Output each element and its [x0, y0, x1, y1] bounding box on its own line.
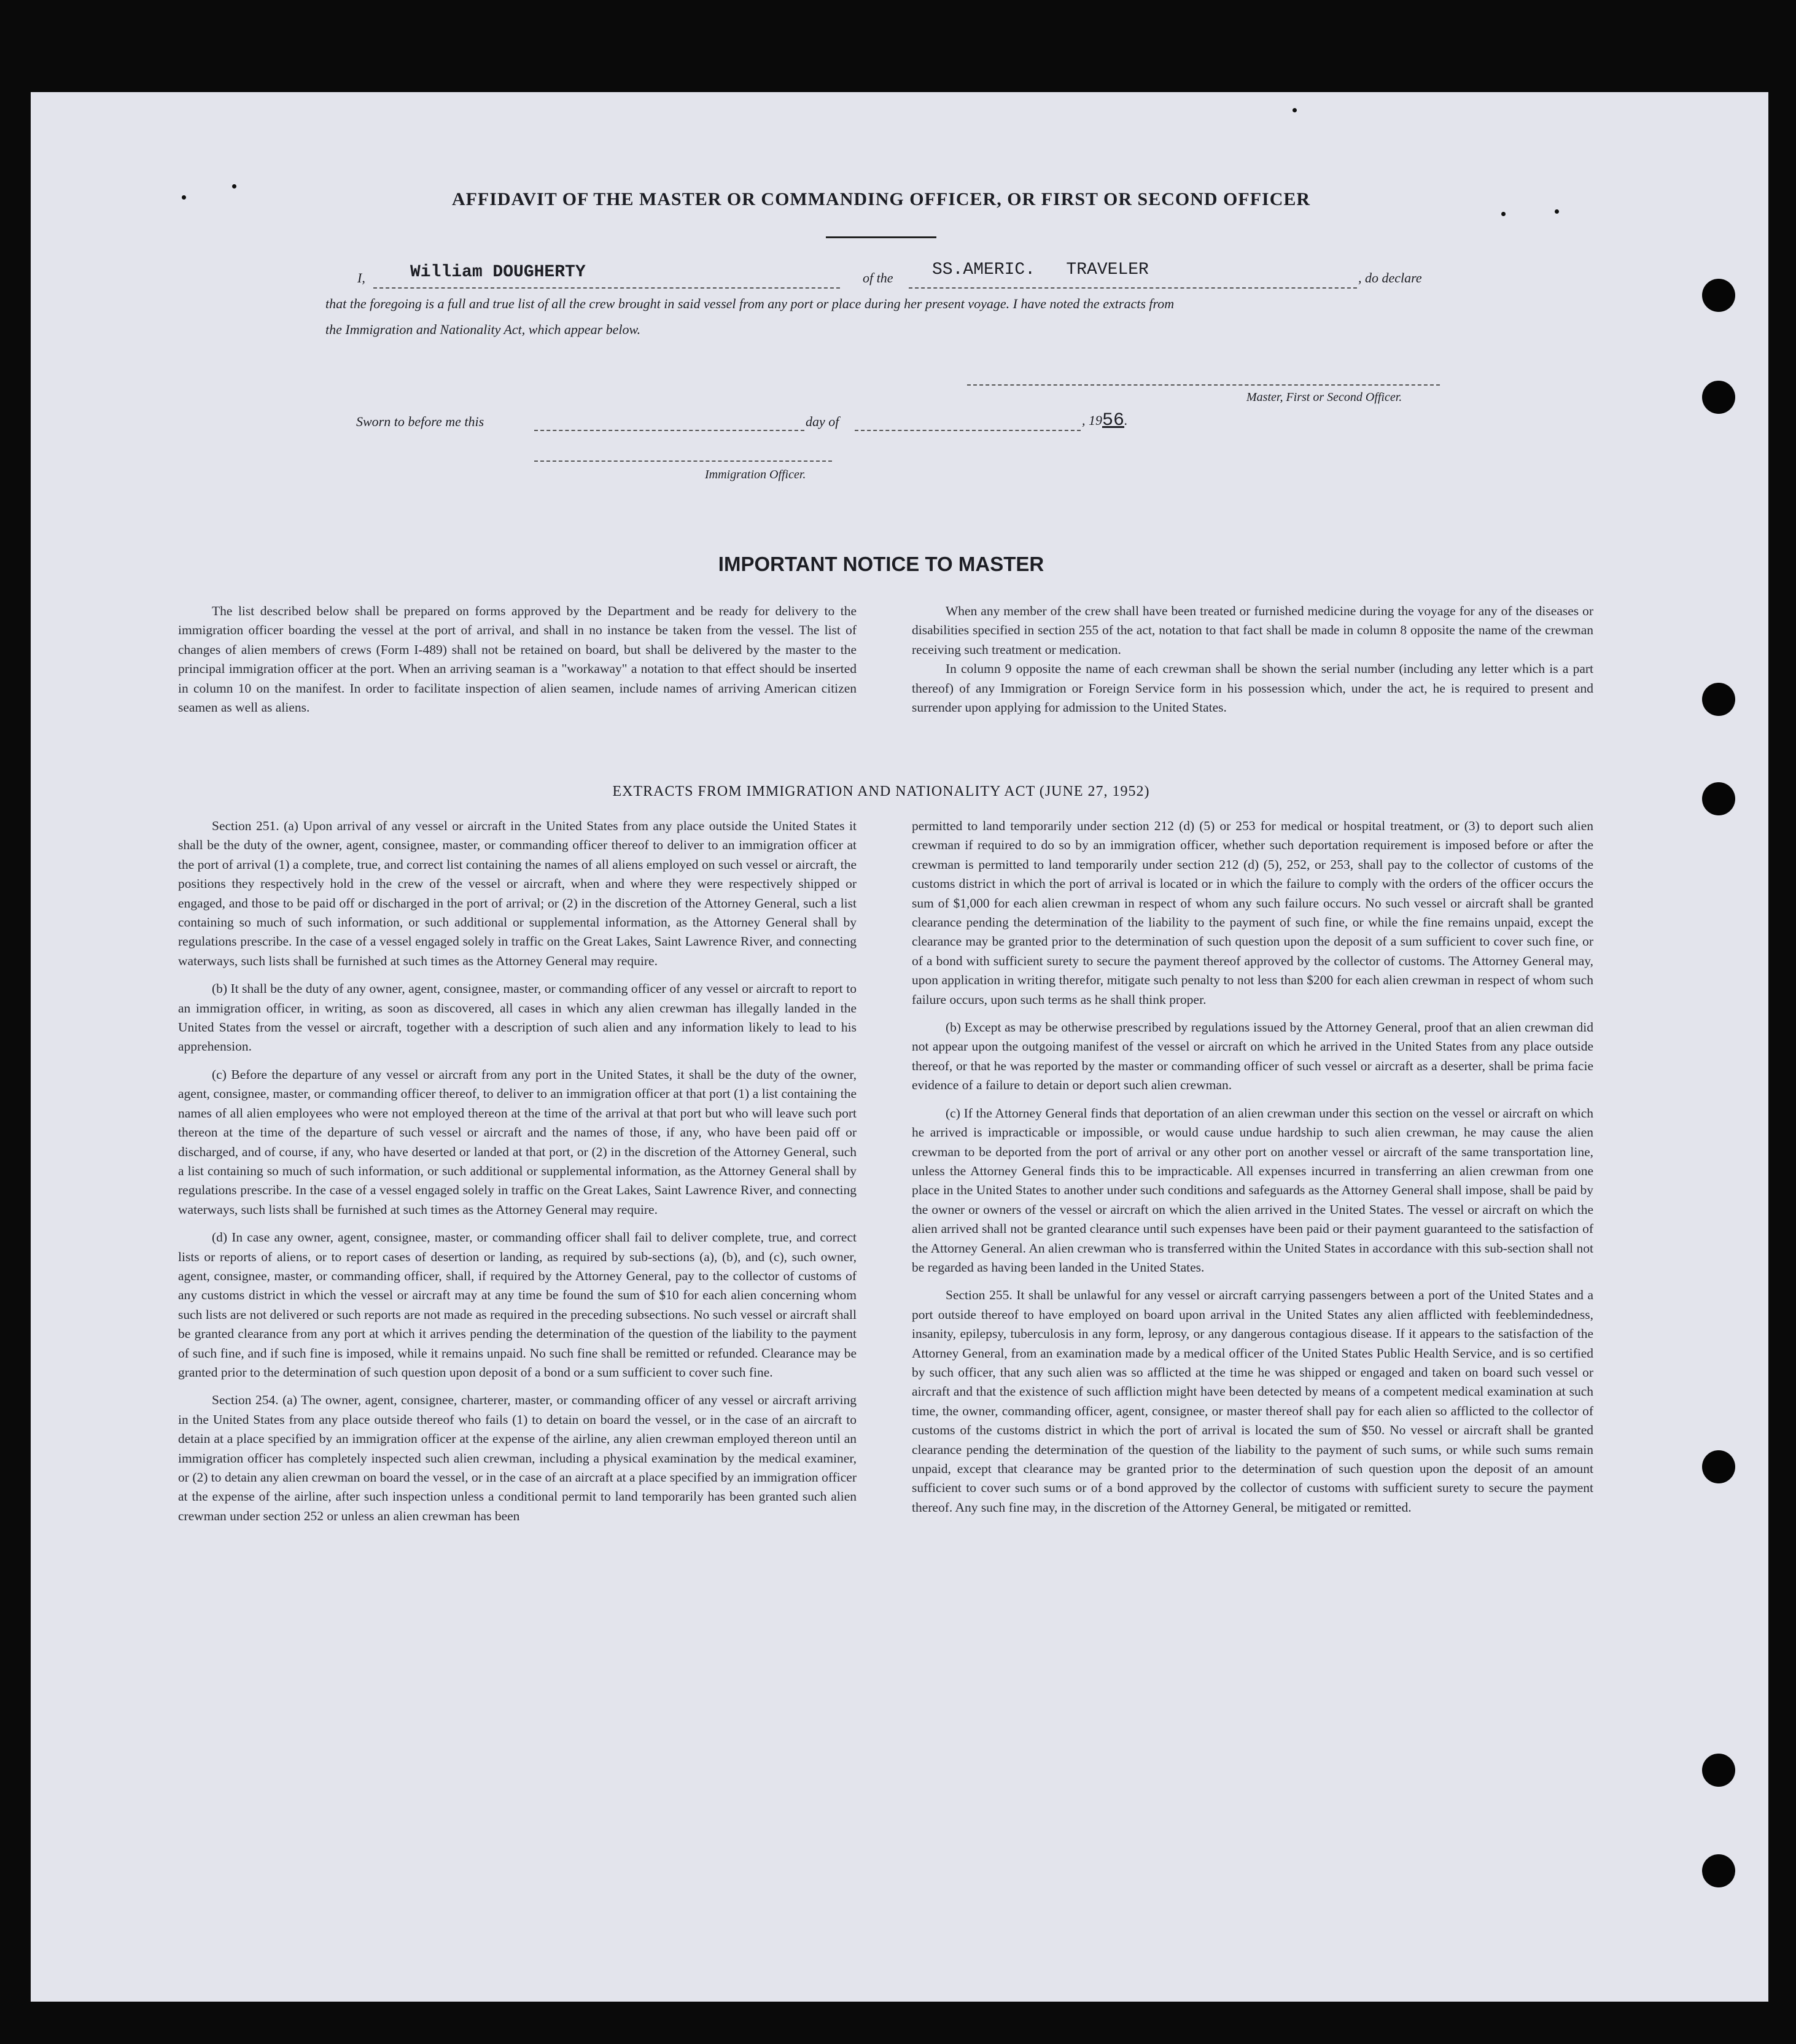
title-rule [826, 236, 936, 238]
section-251-b: (b) It shall be the duty of any owner, agent, consignee, master, or commanding officer of any vessel or aircraft to report to an immigration officer, in writing, as soon as discovered, all cases in which any alien crewman has illegally landed in the United States from the vessel or aircraft, together with a description of such alien and any information likely to lead to his apprehension. [178, 981, 857, 1054]
day-of-label: day of [806, 414, 839, 429]
speck [1555, 209, 1559, 214]
notice-right-column [912, 602, 1593, 717]
master-signature-label: Master, First or Second Officer. [1246, 391, 1402, 404]
notice-right-paragraph-1: When any member of the crew shall have been treated or furnished medicine during the voyage for any of the diseases or disabilities specified in section 255 of the act, notation to that fact shall be made in column 8 opposite the name of the crewman receiving such treatment or medication. [912, 604, 1593, 657]
punch-hole [1702, 683, 1735, 716]
name-field [373, 263, 840, 289]
speck [232, 184, 236, 188]
punch-hole [1702, 1450, 1735, 1483]
do-declare-label: , do declare [1358, 270, 1422, 286]
notice-left-column [178, 602, 857, 717]
punch-hole [1702, 381, 1735, 414]
extracts-left-column [178, 817, 857, 1526]
section-255: Section 255. It shall be unlawful for any vessel or aircraft carrying passengers between a port of the United States and a port outside thereof to have employed on board upon arrival in the United States any alien afflicted with feeblemindedness, insanity, epilepsy, tuberculosis in any form, leprosy, or any dangerous contagious disease. If it appears to the satisfaction of the Attorney General, from an examination made by a medical officer of the United States Public Health Service, and is so certified by such officer, that any such alien was so afflicted at the time he was shipped or engaged and taken on board such vessel or aircraft and that the existence of such affliction might have been detected by means of a competent medical examination at such time, the owner, commanding officer, agent, consignee, or master thereof shall pay for each alien so afflicted to the collector of customs of the customs district in which the port of arrival is located the sum of $50. No vessel or aircraft shall be granted clearance pending the determination of the question of the liability to the payment of such sums, or while such sums remain unpaid, except that clearance may be granted prior to the determination of such question upon the deposit of an amount sufficient to cover such sums or of a bond approved by the collector of customs with sufficient surety to secure the payment thereof. Any such fine may, in the discretion of the Attorney General, be mitigated or remitted. [912, 1288, 1593, 1515]
vessel-value: SS.AMERIC. TRAVELER [932, 260, 1149, 279]
statement-line-2: the Immigration and Nationality Act, which appear below. [325, 322, 641, 337]
of-the-label: of the [863, 270, 893, 286]
section-251-c: (c) Before the departure of any vessel or aircraft from any port in the United States, it shall be the duty of the owner, agent, consignee, master, or commanding officer thereof, to deliver to an immigration officer at that port (1) a list containing the names of all alien employees who were not employed thereon at the time of the arrival at that port but who will leave such port thereon at the time of the departure of such vessel or aircraft and the names of those, if any, who have been paid off or discharged, and of course, if any, who have deserted or landed at that port, or (2) in the discretion of the Attorney General, such a list containing so much of such information, or such additional or supplemental information, as the Attorney General shall by regulations prescribe. In the case of a vessel engaged solely in traffic on the Great Lakes, Saint Lawrence River, and connecting waterways, such lists shall be furnished at such times as the Attorney General may require. [178, 1067, 857, 1217]
section-254-b: (b) Except as may be otherwise prescribed by regulations issued by the Attorney General, proof that an alien crewman did not appear upon the outgoing manifest of the vessel or aircraft on which he arrived in the United States from any place outside thereof, or that he was reported by the master or commanding officer of such vessel or aircraft as a deserter, shall be prima facie evidence of a failure to detain or deport such alien crewman. [912, 1020, 1593, 1093]
punch-hole [1702, 1854, 1735, 1887]
speck [1293, 108, 1297, 112]
sworn-month-field [855, 413, 1081, 431]
speck [182, 195, 186, 200]
immigration-officer-label: Immigration Officer. [705, 468, 806, 481]
section-251-d: (d) In case any owner, agent, consignee, master, or commanding officer shall fail to deliver complete, true, and correct lists or reports of aliens, or to report cases of desertion or landing, as required by sub-sections (a), (b), and (c), such owner, agent, consignee, master, or commanding officer, shall, if required by the Attorney General, pay to the collector of customs of any customs district in which the vessel or aircraft may at any time be found the sum of $10 for each alien concerning whom such lists are not delivered or such reports are not made as required in the preceding subsections. No such vessel or aircraft shall be granted clearance from any port at which it arrives pending the determination of the question of the liability to the payment of such fine, and if such fine is imposed, while it remains unpaid. No such fine shall be remitted or refunded. Clearance may be granted prior to the determination of such question upon deposit of a bond or a sum sufficient to cover such fine. [178, 1230, 857, 1380]
speck [1501, 212, 1506, 216]
sworn-label: Sworn to before me this [356, 414, 484, 429]
year-value: 56 [1102, 410, 1125, 431]
year-suffix: . [1124, 413, 1128, 428]
year-prefix: , 19 [1082, 413, 1102, 428]
notice-right-paragraph-2: In column 9 opposite the name of each crewman shall be shown the serial number (including any letter which is a part thereof) of any Immigration or Foreign Service form in his possession which, under the act, he is required to present and surrender upon applying for admission to the United States. [912, 661, 1593, 715]
notice-title: IMPORTANT NOTICE TO MASTER [718, 553, 1044, 575]
punch-hole [1702, 279, 1735, 312]
master-signature-line [967, 367, 1440, 386]
notice-left-paragraph: The list described below shall be prepared on forms approved by the Department and be ready for delivery to the immigration officer boarding the vessel at the port of arrival, and shall in no instance be taken from the vessel. The list of changes of alien members of crews (Form I-489) shall not be retained on board, but shall be delivered by the master to the principal immigration officer at the port. When an arriving seaman is a "workaway" a notation to that effect should be inserted in column 10 on the manifest. In order to facilitate inspection of alien seamen, include names of arriving American citizen seamen as well as aliens. [178, 604, 857, 715]
section-251-a: Section 251. (a) Upon arrival of any vessel or aircraft in the United States from any place outside the United States it shall be the duty of the owner, agent, consignee, master, or commanding officer thereof to deliver to an immigration officer at the port of arrival (1) a complete, true, and correct list containing the names of all aliens employed on such vessel or aircraft, the positions they respectively hold in the crew of the vessel or aircraft, when and where they were respectively shipped or engaged, and those to be paid off or discharged in the port of arrival; or (2) in the discretion of the Attorney General, such a list containing so much of such information, or such additional or supplemental information, as the Attorney General shall by regulations prescribe. In the case of a vessel engaged solely in traffic on the Great Lakes, Saint Lawrence River, and connecting waterways, such lists shall be furnished at such times as the Attorney General may require. [178, 818, 857, 968]
section-254-a-continued: permitted to land temporarily under section 212 (d) (5) or 253 for medical or hospital treatment, or (3) to deport such alien crewman if required to do so by an immigration officer, whether such deportation requirement is imposed before or after the crewman is permitted to land temporarily under section 212 (d) (5), 252, or 253, shall pay to the collector of customs of the customs district in which the port of arrival is located or in which the failure to comply with the orders of the officer occurs the sum of $1,000 for each alien crewman in respect of whom any such failure occurs. No such vessel or aircraft shall be granted clearance pending the determination of the liability to the payment of such fine, or while the fine remains unpaid, except the clearance may be granted prior to the determination of such question upon the deposit of a sum sufficient to cover such fine, or of a bond with sufficient surety to secure the payment thereof approved by the collector of customs. The Attorney General may, upon application in writing therefor, mitigate such penalty to not less than $200 for each alien crewman in respect of whom such failure occurs, upon such terms as he shall think proper. [912, 818, 1593, 1007]
statement-line-1: that the foregoing is a full and true list of all the crew brought in said vessel from any port or place during her present voyage. I have noted the extracts from [325, 296, 1175, 311]
i-label: I, [357, 270, 365, 286]
sworn-day-field [534, 413, 804, 431]
immigration-officer-line [534, 447, 832, 462]
section-254-a: Section 254. (a) The owner, agent, consignee, charterer, master, or commanding officer of any vessel or aircraft arriving in the United States from any place outside thereof who fails (1) to detain on board the vessel, or in the case of an aircraft to detain at a place specified by an immigration officer at the expense of the airline, any alien crewman employed thereon until an immigration officer has completely inspected such alien crewman, including a physical examination by the medical examiner, or (2) to detain any alien crewman on board the vessel, or in the case of an aircraft at a place specified by an immigration officer at the expense of the airline, after such inspection unless a conditional permit to land temporarily has been granted such alien crewman under section 252 or unless an alien crewman has been [178, 1393, 857, 1523]
section-254-c: (c) If the Attorney General finds that deportation of an alien crewman under this section on the vessel or aircraft on which he arrived is impracticable or impossible, or would cause undue hardship to such alien crewman, he may cause the alien crewman to be deported from the port of arrival or any other port on another vessel or aircraft of the same transportation line, unless the Attorney General finds this to be impracticable. All expenses incurred in transferring an alien crewman from one place in the United States to another under such conditions and safeguards as the Attorney General shall impose, shall be paid by the owner or owners of the vessel or aircraft on which the alien arrived in the United States. The vessel or aircraft on which the alien arrived shall not be granted clearance until such expenses have been paid or their payment guaranteed to the satisfaction of the Attorney General. An alien crewman who is transferred within the United States in accordance with this sub-section shall not be regarded as having been landed in the United States. [912, 1105, 1593, 1275]
name-value: William DOUGHERTY [410, 263, 586, 282]
punch-hole [1702, 782, 1735, 815]
extracts-right-column [912, 817, 1593, 1517]
affidavit-title: AFFIDAVIT OF THE MASTER OR COMMANDING OFFICER, OR FIRST OR SECOND OFFICER [451, 189, 1311, 209]
vessel-field [909, 260, 1357, 289]
extracts-title: EXTRACTS FROM IMMIGRATION AND NATIONALITY ACT (JUNE 27, 1952) [612, 783, 1150, 799]
year-field [1082, 410, 1128, 431]
punch-hole [1702, 1754, 1735, 1787]
